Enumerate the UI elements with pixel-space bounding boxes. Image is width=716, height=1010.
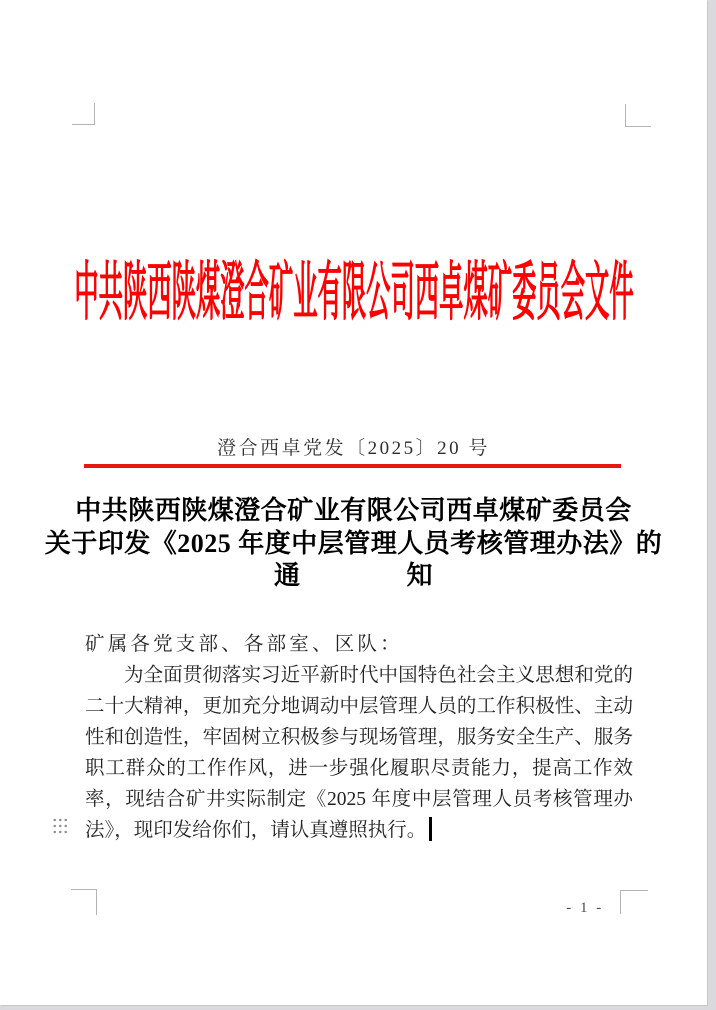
text-cursor (429, 817, 432, 841)
document-title-line-3: 通 知 (273, 561, 433, 590)
document-title-line-2: 关于印发《2025 年度中层管理人员考核管理办法》的 (44, 528, 663, 558)
page-number: - 1 - (566, 900, 604, 916)
text-boundary-mark-bottom-right (620, 890, 648, 914)
text-boundary-mark-top-right (625, 104, 651, 127)
red-divider-line (84, 464, 621, 468)
document-title[interactable] (0, 495, 707, 593)
text-boundary-mark-bottom-left (71, 889, 97, 915)
text-boundary-mark-top-left (72, 103, 95, 125)
body-paragraph[interactable] (85, 660, 633, 846)
margin-dots-icon (52, 817, 67, 834)
document-title-line-1: 中共陕西陕煤澄合矿业有限公司西卓煤矿委员会 (75, 496, 632, 525)
document-number[interactable]: 澄合西卓党发〔2025〕20 号 (217, 438, 490, 459)
body-paragraph-text: 为全面贯彻落实习近平新时代中国特色社会主义思想和党的二十大精神，更加充分地调动中层管理人员的工作积极性、主动性和创造性，牢固树立积极参与现场管理，服务安全生产、服务职工群众的工作作风，进一步强化履职尽责能力，提高工作效率，现结合矿井实际制定《2025 年度中层管理人员考核管理办法》，现印发给你们，请认真遵照执行。 (85, 665, 633, 841)
red-header-banner[interactable] (0, 252, 707, 334)
salutation-line[interactable]: 矿属各党支部、各部室、区队： (85, 634, 403, 655)
red-header-banner-text: 中共陕西陕煤澄合矿业有限公司西卓煤矿委员会文件 (73, 257, 634, 328)
